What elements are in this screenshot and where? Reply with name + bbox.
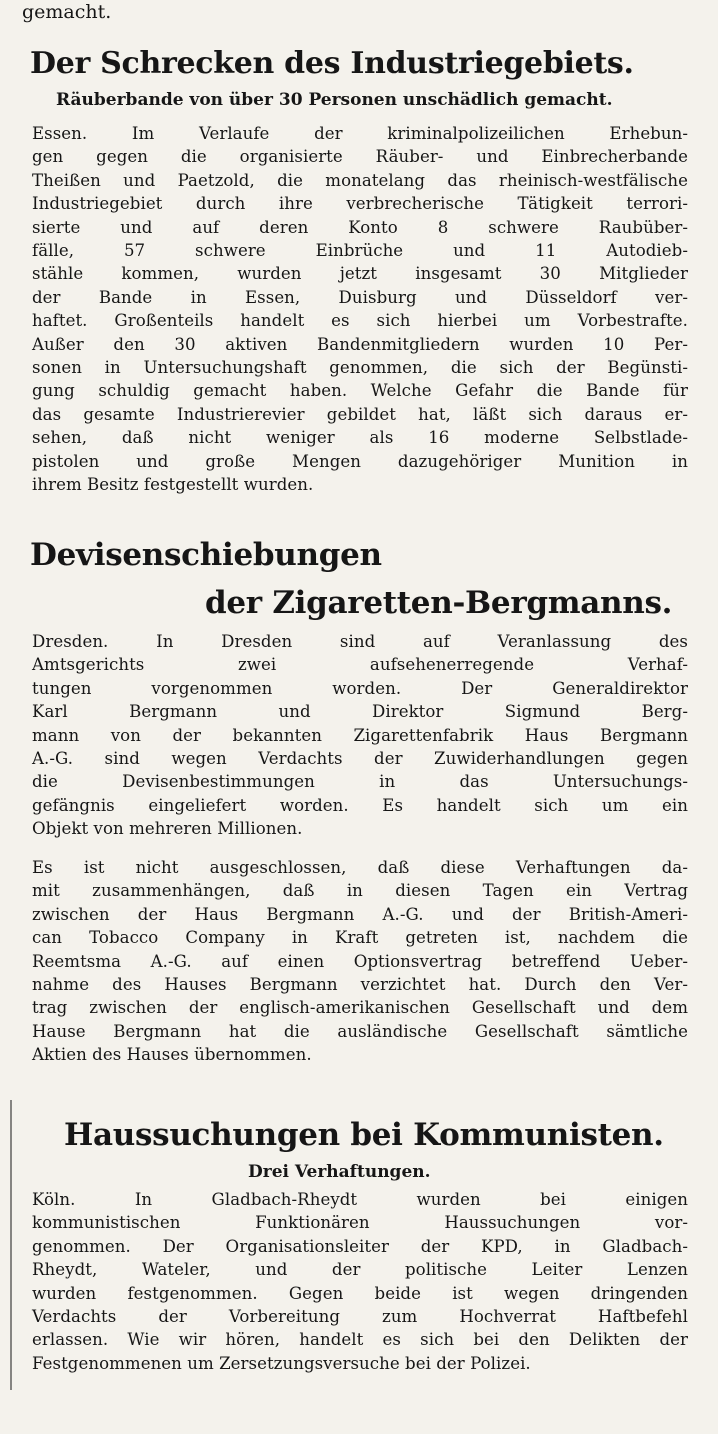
article1-line: fälle, 57 schwere Einbrüche und 11 Autodieb-	[32, 241, 688, 261]
article1-line: Industriegebiet durch ihre verbrecherische Tätigkeit terrori-	[32, 194, 688, 214]
article2-headline-line1: Devisenschiebungen	[30, 537, 382, 573]
article1-line: der Bande in Essen, Duisburg und Düsseldorf ver-	[32, 287, 688, 307]
column-rule	[10, 1100, 12, 1390]
article1-line: haftet. Großenteils handelt es sich hierbei um Vorbestrafte.	[32, 311, 688, 331]
article1-line: sehen, daß nicht weniger als 16 moderne Selbstlade-	[32, 428, 688, 448]
article2-line: Aktien des Hauses übernommen.	[32, 1045, 312, 1065]
article3-line: Festgenommenen um Zersetzungsversuche bei der Polizei.	[32, 1353, 531, 1373]
article2-line: Amtsgerichts zwei aufsehenerregende Verhaf-	[32, 655, 688, 675]
article1-line: ihrem Besitz festgestellt wurden.	[32, 475, 314, 495]
article3-line: kommunistischen Funktionären Haussuchungen vor-	[32, 1213, 688, 1233]
article3-line: wurden festgenommen. Gegen beide ist wegen dringenden	[32, 1283, 688, 1303]
article2-line: can Tobacco Company in Kraft getreten ist, nachdem die	[32, 928, 688, 948]
article1-line: sierte und auf deren Konto 8 schwere Raubüber-	[32, 217, 688, 237]
article3-line: Verdachts der Vorbereitung zum Hochverrat Haftbefehl	[32, 1307, 688, 1327]
article3-line: erlassen. Wie wir hören, handelt es sich bei den Delikten der	[32, 1330, 688, 1350]
article3-headline: Haussuchungen bei Kommunisten.	[64, 1117, 664, 1153]
article1-line: Essen. Im Verlaufe der kriminalpolizeilichen Erhebun-	[32, 124, 688, 143]
article1-line: sonen in Untersuchungshaft genommen, die sich der Begünsti-	[32, 358, 688, 378]
previous-article-fragment: gemacht.	[22, 1, 112, 23]
article2-line: Dresden. In Dresden sind auf Veranlassung des	[32, 632, 688, 651]
article2-paragraph2	[32, 856, 688, 1067]
article2-line: tungen vorgenommen worden. Der Generaldirektor	[32, 678, 688, 698]
article3-line: genommen. Der Organisationsleiter der KPD, in Gladbach-	[32, 1236, 688, 1256]
article1-body	[32, 122, 688, 497]
article2-headline-line2: der Zigaretten-Bergmanns.	[205, 585, 673, 621]
article2-line: A.-G. sind wegen Verdachts der Zuwiderhandlungen gegen	[32, 749, 688, 769]
article2-line: Es ist nicht ausgeschlossen, daß diese Verhaftungen da-	[32, 858, 688, 877]
article1-line: das gesamte Industrierevier gebildet hat, läßt sich daraus er-	[32, 404, 688, 424]
article2-line: Reemtsma A.-G. auf einen Optionsvertrag betreffend Ueber-	[32, 951, 688, 971]
article1-line: stähle kommen, wurden jetzt insgesamt 30 Mitglieder	[32, 264, 688, 284]
article1-line: gen gegen die organisierte Räuber- und Einbrecherbande	[32, 147, 688, 167]
article2-paragraph1	[32, 630, 688, 841]
article3-line: Rheydt, Wateler, und der politische Leiter Lenzen	[32, 1260, 688, 1280]
article2-line: mit zusammenhängen, daß in diesen Tagen ein Vertrag	[32, 881, 688, 901]
article2-line: Karl Bergmann und Direktor Sigmund Berg-	[32, 702, 688, 722]
article2-line: gefängnis eingeliefert worden. Es handelt sich um ein	[32, 795, 688, 815]
article2-line: Objekt von mehreren Millionen.	[32, 819, 303, 839]
article1-headline: Der Schrecken des Industriegebiets.	[30, 46, 634, 81]
article1-line: pistolen und große Mengen dazugehöriger Munition in	[32, 451, 688, 471]
article2-line: zwischen der Haus Bergmann A.-G. und der British-Ameri-	[32, 904, 688, 924]
article1-line: gung schuldig gemacht haben. Welche Gefahr die Bande für	[32, 381, 688, 401]
article1-line: Außer den 30 aktiven Bandenmitgliedern wurden 10 Per-	[32, 334, 688, 354]
article1-line: Theißen und Paetzold, die monatelang das rheinisch-westfälische	[32, 170, 688, 190]
article3-subheadline: Drei Verhaftungen.	[248, 1162, 431, 1182]
article3-body	[32, 1188, 688, 1375]
article2-line: nahme des Hauses Bergmann verzichtet hat. Durch den Ver-	[32, 975, 688, 995]
article2-line: trag zwischen der englisch-amerikanischen Gesellschaft und dem	[32, 998, 688, 1018]
article1-subheadline: Räuberbande von über 30 Personen unschädlich gemacht.	[56, 90, 613, 110]
article2-line: die Devisenbestimmungen in das Untersuchungs-	[32, 772, 688, 792]
article2-line: mann von der bekannten Zigarettenfabrik Haus Bergmann	[32, 725, 688, 745]
article3-line: Köln. In Gladbach-Rheydt wurden bei einigen	[32, 1190, 688, 1209]
article2-line: Hause Bergmann hat die ausländische Gesellschaft sämtliche	[32, 1021, 688, 1041]
